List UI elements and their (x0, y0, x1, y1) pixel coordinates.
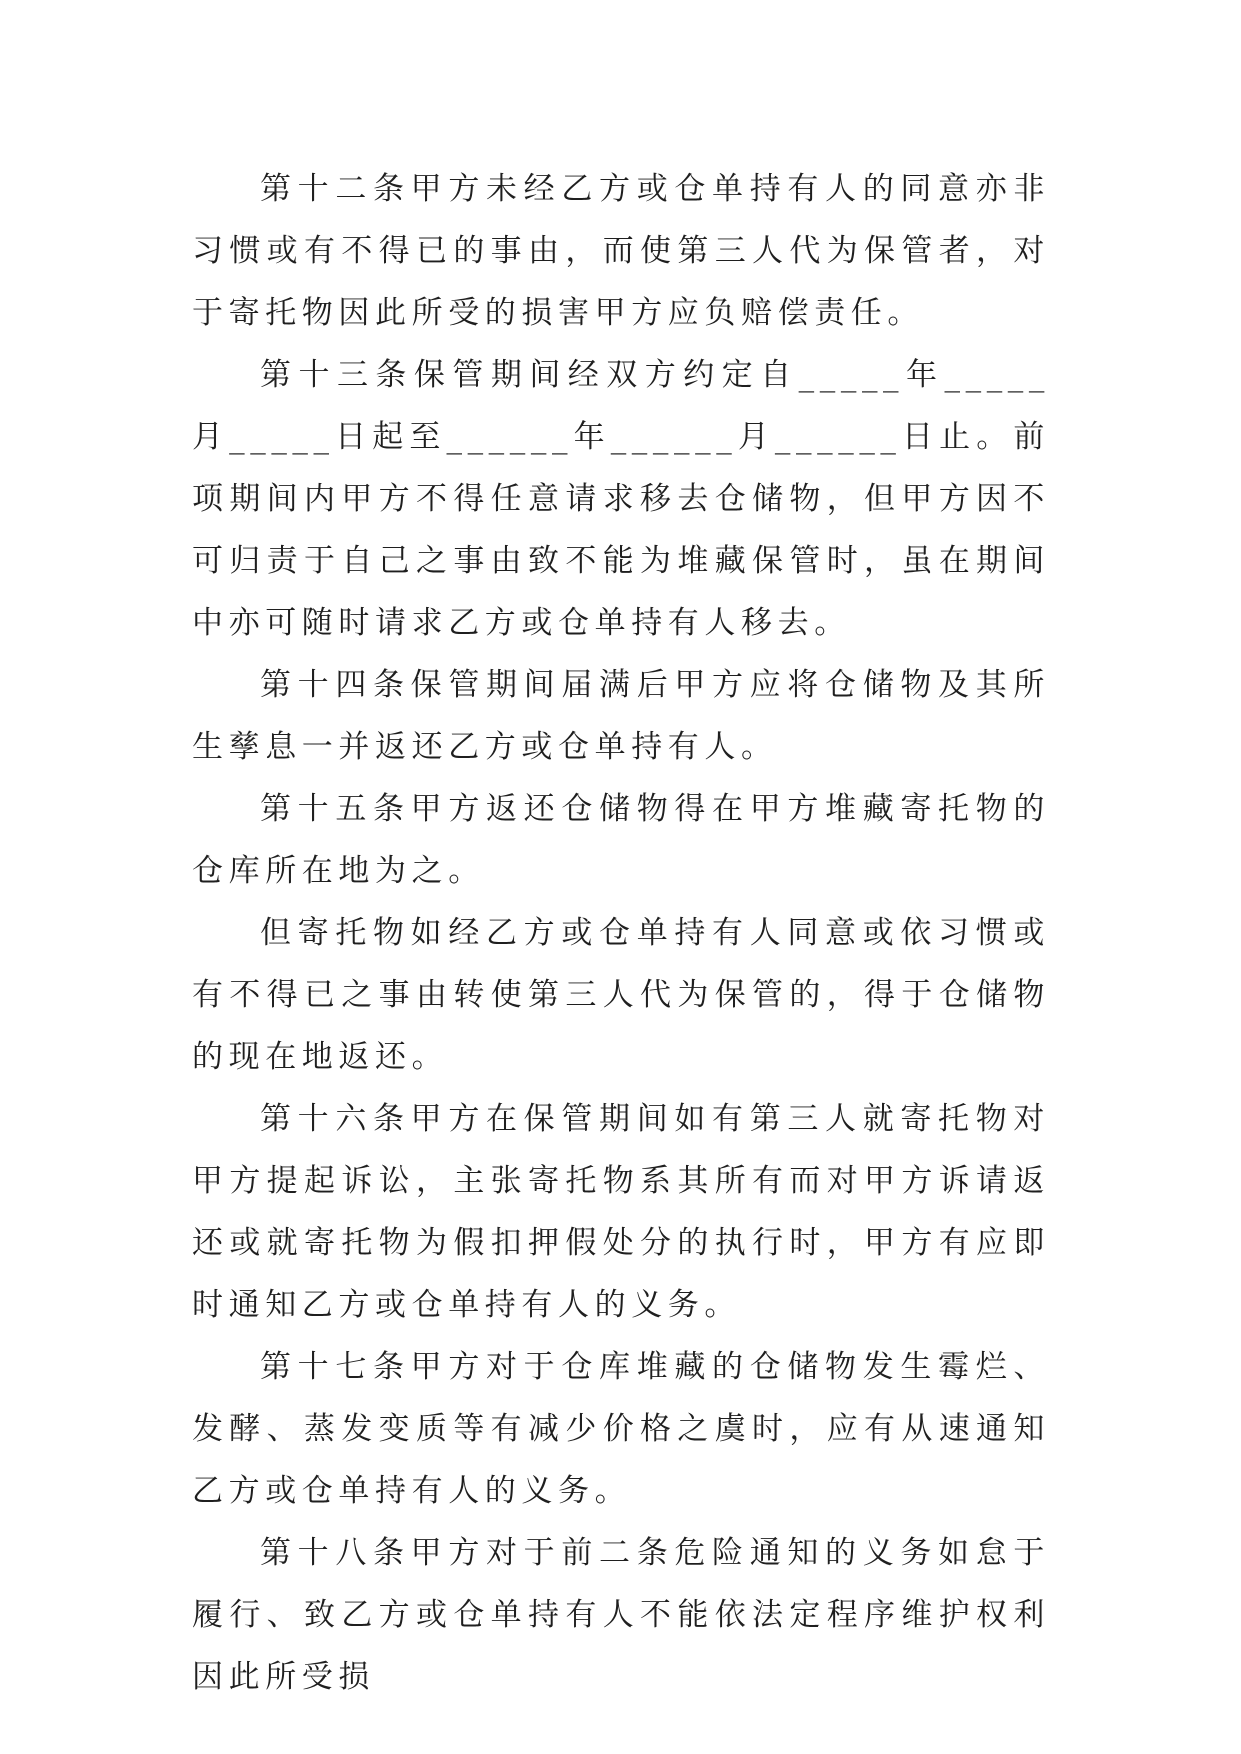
article-13-paragraph: 第十三条保管期间经双方约定自_____年_____月_____日起至______年______月______日止。前项期间内甲方不得任意请求移去仓储物，但甲方因不可归责于自己之事由致不能为堆藏保管时，虽在期间中亦可随时请求乙方或仓单持有人移去。 (192, 357, 1050, 641)
article-15-continuation-paragraph: 但寄托物如经乙方或仓单持有人同意或依习惯或有不得已之事由转使第三人代为保管的，得于仓储物的现在地返还。 (192, 915, 1050, 1075)
article-12-paragraph: 第十二条甲方未经乙方或仓单持有人的同意亦非习惯或有不得已的事由，而使第三人代为保管者，对于寄托物因此所受的损害甲方应负赔偿责任。 (192, 171, 1050, 331)
article-18-paragraph: 第十八条甲方对于前二条危险通知的义务如怠于履行、致乙方或仓单持有人不能依法定程序维护权利因此所受损 (192, 1535, 1050, 1695)
article-16-paragraph: 第十六条甲方在保管期间如有第三人就寄托物对甲方提起诉讼，主张寄托物系其所有而对甲方诉请返还或就寄托物为假扣押假处分的执行时，甲方有应即时通知乙方或仓单持有人的义务。 (192, 1101, 1050, 1323)
article-17-paragraph: 第十七条甲方对于仓库堆藏的仓储物发生霉烂、发酵、蒸发变质等有减少价格之虞时，应有从速通知乙方或仓单持有人的义务。 (192, 1349, 1050, 1509)
article-15-paragraph: 第十五条甲方返还仓储物得在甲方堆藏寄托物的仓库所在地为之。 (192, 791, 1050, 889)
document-body (192, 158, 1050, 1708)
article-14-paragraph: 第十四条保管期间届满后甲方应将仓储物及其所生孳息一并返还乙方或仓单持有人。 (192, 667, 1050, 765)
